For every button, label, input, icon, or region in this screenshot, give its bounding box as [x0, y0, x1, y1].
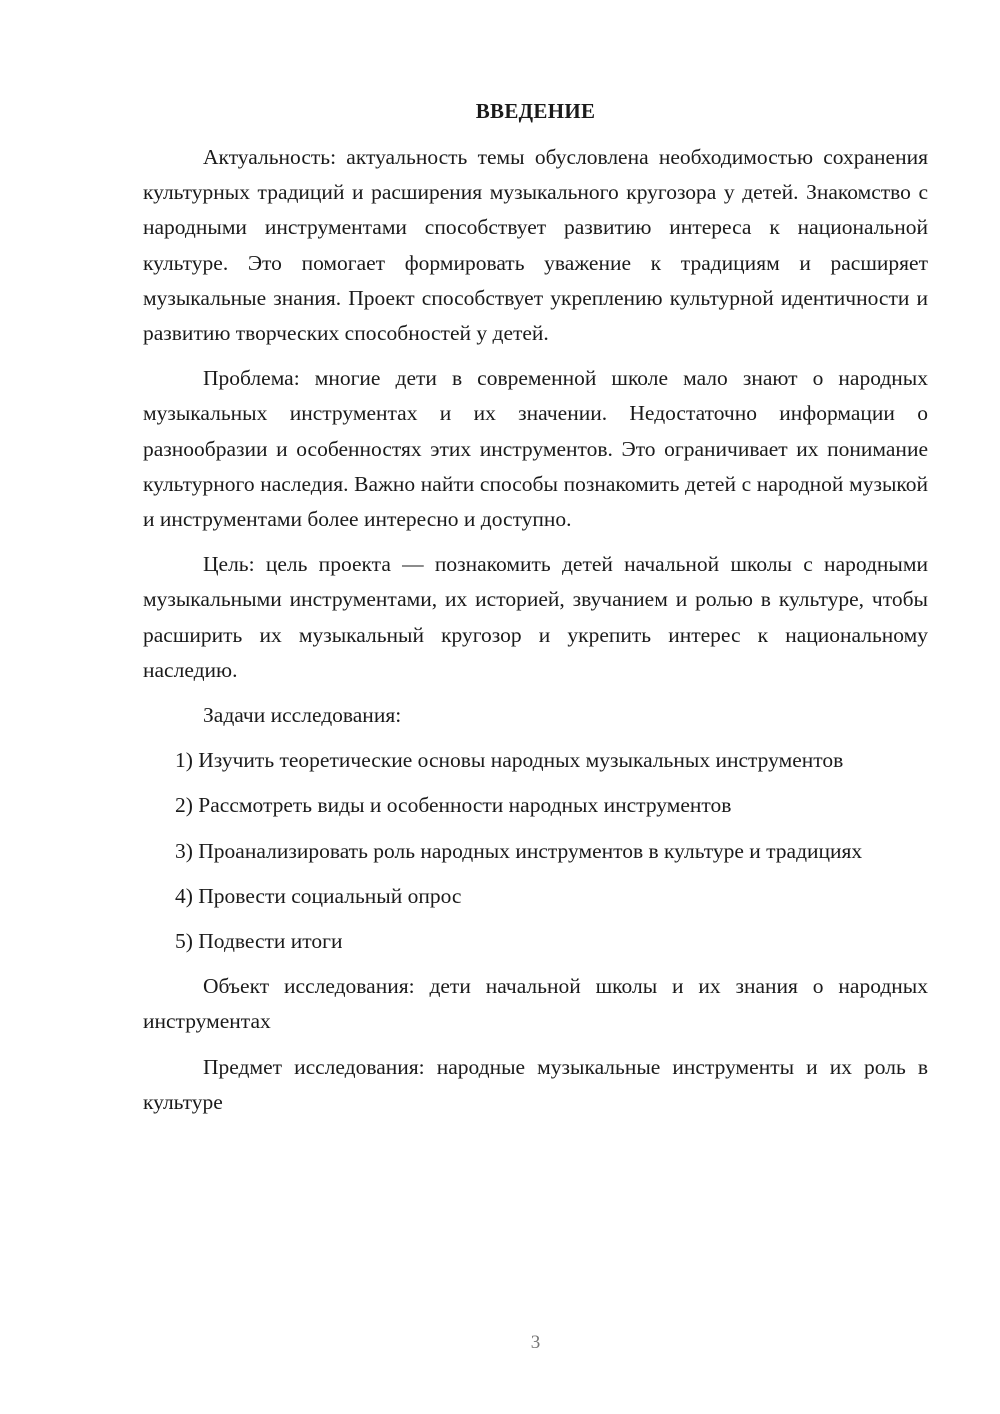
- task-item: 1) Изучить теоретические основы народных музыкальных инструментов: [175, 748, 844, 773]
- problem-paragraph: Проблема: многие дети в современной школе мало знают о народных музыкальных инструментах и их значении. Недостаточно информации о разнообразии и особенностях этих инструментов. Это ограничивает их понимание культурного наследия. Важно найти способы познакомить детей с народной музыкой и инструментами более интересно и доступно.: [143, 366, 928, 532]
- task-item: 3) Проанализировать роль народных инструментов в культуре и традициях: [175, 838, 863, 863]
- tasks-heading: Задачи исследования:: [203, 703, 402, 728]
- document-body: [143, 140, 928, 1120]
- relevance-paragraph: Актуальность: актуальность темы обусловлена необходимостью сохранения культурных традиций и расширения музыкального кругозора у детей. Знакомство с народными инструментами способствует развитию интереса к национальной культуре. Это помогает формировать уважение к традициям и расширяет музыкальные знания. Проект способствует укреплению культурной идентичности и развитию творческих способностей у детей.: [143, 145, 928, 346]
- object-paragraph: Объект исследования: дети начальной школы и их знания о народных инструментах: [143, 974, 928, 1034]
- section-heading: ВВЕДЕНИЕ: [475, 99, 596, 123]
- task-item: 5) Подвести итоги: [175, 929, 343, 954]
- task-item: 2) Рассмотреть виды и особенности народных инструментов: [175, 793, 732, 818]
- subject-paragraph: Предмет исследования: народные музыкальные инструменты и их роль в культуре: [143, 1054, 928, 1114]
- goal-paragraph: Цель: цель проекта — познакомить детей начальной школы с народными музыкальными инструментами, их историей, звучанием и ролью в культуре, чтобы расширить их музыкальный кругозор и укрепить интерес к национальному наследию.: [143, 552, 928, 682]
- task-item: 4) Провести социальный опрос: [175, 883, 462, 908]
- page-number: 3: [530, 1332, 541, 1353]
